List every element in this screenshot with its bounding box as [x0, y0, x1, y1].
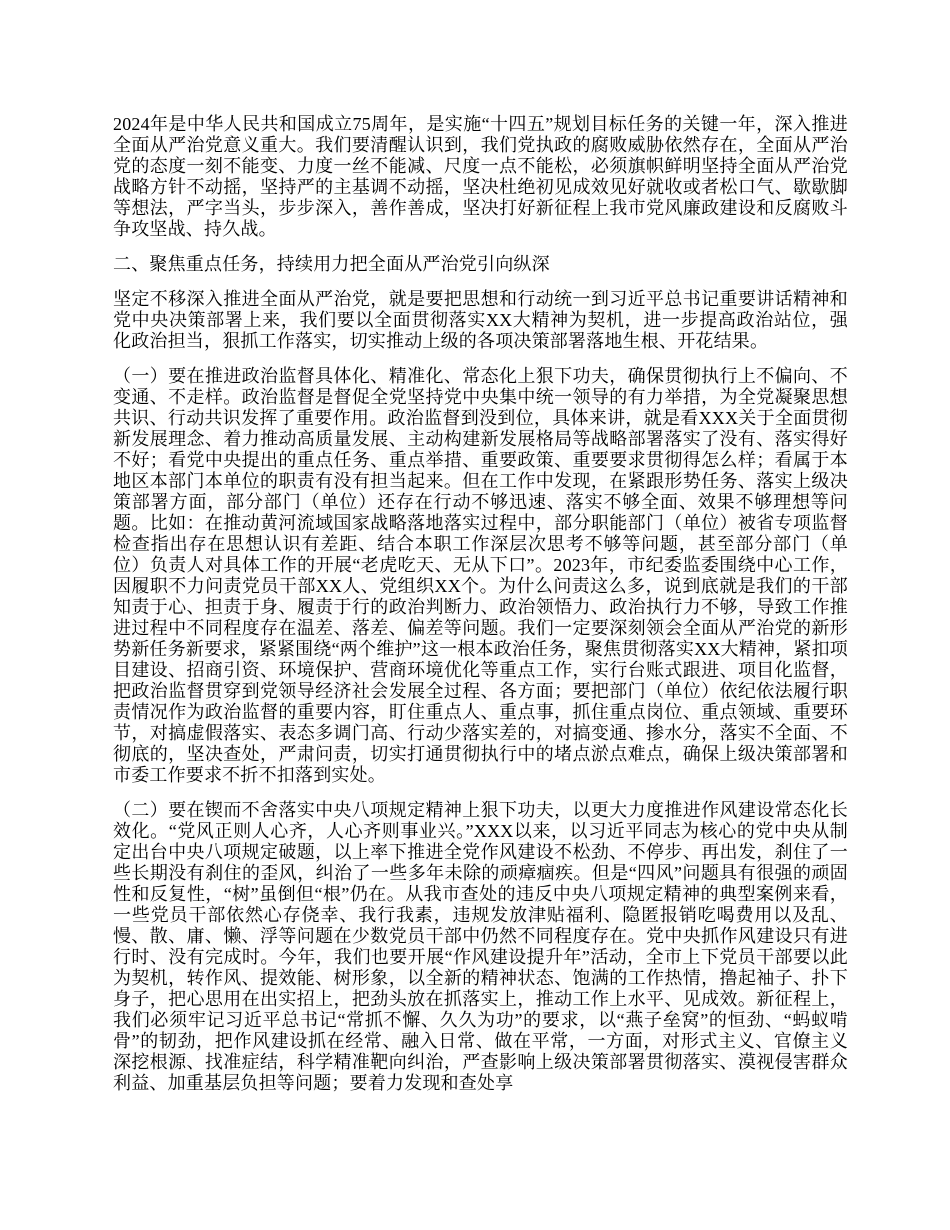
paragraph-point-2-eight-regulations: （二）要在锲而不舍落实中央八项规定精神上狠下功夫，以更大力度推进作风建设常态化长效化。“党风正则人心齐，人心齐则事业兴。”XXX以来，以习近平同志为核心的党中央从制定出台中央八项规定破题，以上率下推进全党作风建设不松劲、不停步、再出发，刹住了一些长期没有刹住的歪风，纠治了一些多年未除的顽瘴痼疾。但是“四风”问题具有很强的顽固性和反复性，“树”虽倒但“根”仍在。从我市查处的违反中央八项规定精神的典型案例来看，一些党员干部依然心存侥幸、我行我素，违规发放津贴福利、隐匿报销吃喝费用以及乱、慢、散、庸、懒、浮等问题在少数党员干部中仍然不同程度存在。党中央抓作风建设只有进行时、没有完成时。今年，我们也要开展“作风建设提升年”活动，全市上下党员干部要以此为契机，转作风、提效能、树形象，以全新的精神状态、饱满的工作热情，撸起袖子、扑下身子，把心思用在出实招上，把劲头放在抓落实上，推动工作上水平、见成效。新征程上，我们必须牢记习近平总书记“常抓不懈、久久为功”的要求，以“燕子垒窝”的恒劲、“蚂蚁啃骨”的韧劲，把作风建设抓在经常、融入日常、做在平常，一方面，对形式主义、官僚主义深挖根源、找准症结，科学精准靶向纠治，严查影响上级决策部署贯彻落实、漠视侵害群众利益、加重基层负担等问题；要着力发现和查处享 — [113, 800, 848, 1093]
paragraph-section-2-intro: 坚定不移深入推进全面从严治党，就是要把思想和行动统一到习近平总书记重要讲话精神和党中央决策部署上来，我们要以全面贯彻落实XX大精神为契机，进一步提高政治站位，强化政治担当，狠抓工作落实，切实推动上级的各项决策部署落地生根、开花结果。 — [113, 289, 848, 351]
section-heading-2: 二、聚焦重点任务，持续用力把全面从严治党引向纵深 — [113, 254, 550, 274]
paragraph-point-1-political-supervision: （一）要在推进政治监督具体化、精准化、常态化上狠下功夫，确保贯彻执行上不偏向、不变通、不走样。政治监督是督促全党坚持党中央集中统一领导的有力举措，为全党凝聚思想共识、行动共识发挥了重要作用。政治监督到没到位，具体来讲，就是看XXX关于全面贯彻新发展理念、着力推动高质量发展、主动构建新发展格局等战略部署落实了没有、落实得好不好；看党中央提出的重点任务、重点举措、重要政策、重要要求贯彻得怎么样；看属于本地区本部门本单位的职责有没有担当起来。但在工作中发现，在紧跟形势任务、落实上级决策部署方面，部分部门（单位）还存在行动不够迅速、落实不够全面、效果不够理想等问题。比如：在推动黄河流域国家战略落地落实过程中，部分职能部门（单位）被省专项监督检查指出存在思想认识有差距、结合本职工作深层次思考不够等问题，甚至部分部门（单位）负责人对具体工作的开展“老虎吃天、无从下口”。2023年，市纪委监委围绕中心工作，因履职不力问责党员干部XX人、党组织XX个。为什么问责这么多，说到底就是我们的干部知责于心、担责于身、履责于行的政治判断力、政治领悟力、政治执行力不够，导致工作推进过程中不同程度存在温差、落差、偏差等问题。我们一定要深刻领会全面从严治党的新形势新任务新要求，紧紧围绕“两个维护”这一根本政治任务，聚焦贯彻落实XX大精神，紧扣项目建设、招商引资、环境保护、营商环境优化等重点工作，实行台账式跟进、项目化监督，把政治监督贯穿到党领导经济社会发展全过程、各方面；要把部门（单位）依纪依法履行职责情况作为政治监督的重要内容，盯住重点人、重点事，抓住重点岗位、重点领域、重要环节，对搞虚假落实、表态多调门高、行动少落实差的，对搞变通、掺水分，落实不全面、不彻底的，坚决查处，严肃问责，切实打通贯彻执行中的堵点淤点难点，确保上级决策部署和市委工作要求不折不扣落到实处。 — [113, 366, 848, 785]
document-page — [113, 114, 848, 1094]
paragraph-intro-2024: 2024年是中华人民共和国成立75周年，是实施“十四五”规划目标任务的关键一年，深入推进全面从严治党意义重大。我们要清醒认识到，我们党执政的腐败威胁依然存在，全面从严治党的态度一刻不能变、力度一丝不能减、尺度一点不能松，必须旗帜鲜明坚持全面从严治党战略方针不动摇，坚持严的主基调不动摇，坚决杜绝初见成效见好就收或者松口气、歇歇脚等想法，严字当头，步步深入，善作善成，坚决打好新征程上我市党风廉政建设和反腐败斗争攻坚战、持久战。 — [113, 114, 848, 239]
